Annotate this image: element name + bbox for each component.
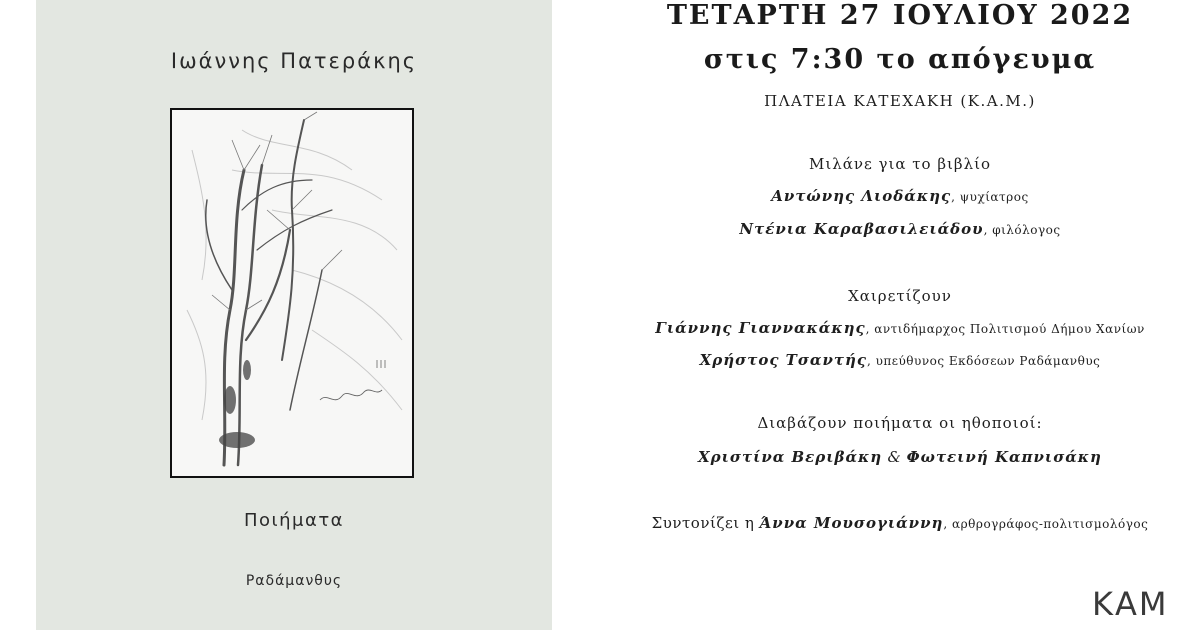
readers-separator: & [887, 448, 902, 466]
greeting-name: Γιάννης Γιαννακάκης [655, 319, 866, 337]
event-date: ΤΕΤΑΡΤΗ 27 ΙΟΥΛΙΟΥ 2022 [666, 0, 1134, 31]
tree-sketch-illustration [172, 110, 412, 476]
readers-heading: Διαβάζουν ποιήματα οι ηθοποιοί: [757, 414, 1043, 432]
cover-title: Ποιήματα [243, 510, 345, 531]
speaker-row [560, 220, 1200, 238]
speaker-role: , φιλόλογος [983, 223, 1061, 237]
greeting-name: Χρήστος Τσαντής [699, 351, 867, 369]
speaker-role: , ψυχίατρος [951, 190, 1029, 204]
speakers-heading: Μιλάνε για το βιβλίο [808, 155, 992, 173]
speaker-row [560, 187, 1200, 205]
cover-publisher: Ραδάμανθυς [245, 573, 343, 589]
event-venue: ΠΛΑΤΕΙΑ ΚΑΤΕΧΑΚΗ (Κ.Α.Μ.) [764, 92, 1036, 110]
moderator-name: Άννα Μουσογιάννη [759, 514, 944, 532]
kam-logo: ΚΑΜ [1092, 585, 1169, 623]
speaker-name: Αντώνης Λιοδάκης [771, 187, 952, 205]
greeting-row [560, 351, 1200, 369]
cover-author: Ιωάννης Πατεράκης [170, 49, 418, 73]
speaker-name: Ντένια Καραβασιλειάδου [739, 220, 984, 238]
greeting-role: , υπεύθυνος Εκδόσεων Ραδάμανθυς [866, 354, 1101, 368]
moderator-row [560, 514, 1200, 532]
cover-illustration-frame [170, 108, 414, 478]
book-cover [36, 0, 552, 630]
greeting-role: , αντιδήμαρχος Πολιτισμού Δήμου Χανίων [865, 322, 1145, 336]
reader-name: Χριστίνα Βεριβάκη [698, 448, 883, 466]
moderator-prefix: Συντονίζει η [651, 514, 755, 532]
greeting-row [560, 319, 1200, 337]
reader-name: Φωτεινή Καπνισάκη [906, 448, 1102, 466]
moderator-role: , αρθρογράφος-πολιτισμολόγος [943, 517, 1149, 531]
event-time: στις 7:30 το απόγευμα [703, 44, 1097, 75]
readers-row [560, 448, 1200, 466]
greetings-heading: Χαιρετίζουν [848, 287, 952, 305]
